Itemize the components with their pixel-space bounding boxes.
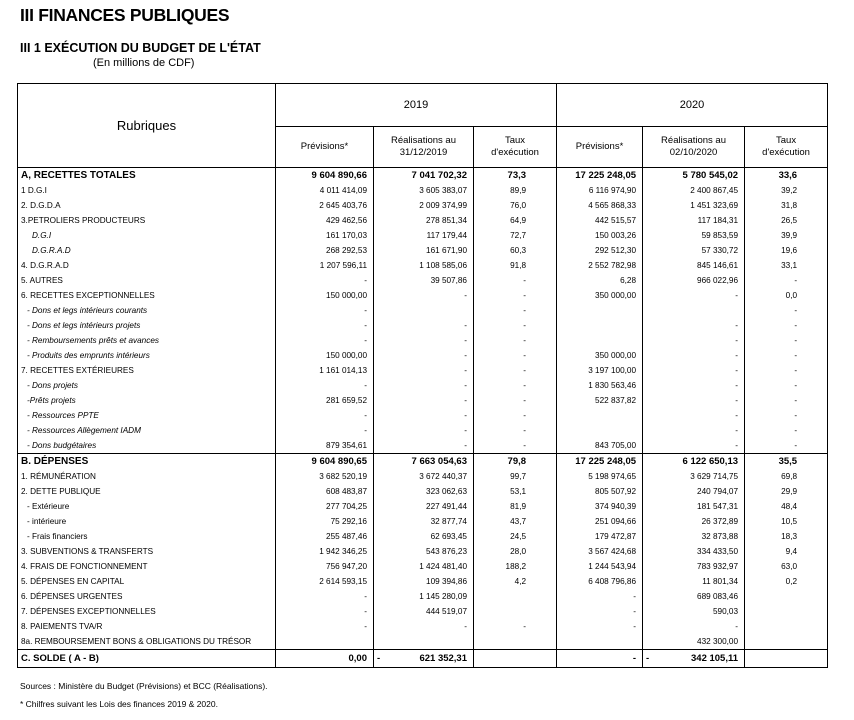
cell-realisations-2020: 432 300,00 (643, 634, 745, 650)
cell-previsions-2019: 2 645 403,76 (276, 198, 374, 213)
unit-note: (En millions de CDF) (93, 57, 195, 69)
row-label: 2. DETTE PUBLIQUE (18, 484, 276, 499)
section-title: III FINANCES PUBLIQUES (20, 5, 230, 25)
cell-realisations-2020 (643, 303, 745, 318)
cell-realisations-2019: 7 663 054,63 (374, 454, 474, 470)
cell-previsions-2020: 3 567 424,68 (557, 544, 643, 559)
cell-previsions-2020: 6 408 796,86 (557, 574, 643, 589)
table-row (18, 198, 828, 213)
row-label: - Dons et legs intérieurs courants (18, 303, 276, 318)
row-label: 7. DÉPENSES EXCEPTIONNELLES (18, 604, 276, 619)
cell-taux-2019 (474, 650, 557, 668)
cell-realisations-2019: - (374, 363, 474, 378)
cell-previsions-2020: 350 000,00 (557, 288, 643, 303)
row-label: C. SOLDE ( A - B) (18, 650, 276, 668)
cell-taux-2020: 29,9 (745, 484, 828, 499)
cell-taux-2020: 0,0 (745, 288, 828, 303)
cell-realisations-2019: - (374, 288, 474, 303)
cell-realisations-2019: - (374, 348, 474, 363)
row-label: 5. AUTRES (18, 273, 276, 288)
cell-taux-2019: 81,9 (474, 499, 557, 514)
cell-taux-2019: 60,3 (474, 243, 557, 258)
cell-realisations-2019: 7 041 702,32 (374, 168, 474, 184)
cell-previsions-2020: - (557, 619, 643, 634)
cell-realisations-2019: - (374, 438, 474, 454)
row-label: 3. SUBVENTIONS & TRANSFERTS (18, 544, 276, 559)
header-year-2020: 2020 (557, 84, 828, 127)
cell-taux-2019 (474, 634, 557, 650)
cell-taux-2020: - (745, 303, 828, 318)
cell-realisations-2019: - (374, 423, 474, 438)
table-row (18, 559, 828, 574)
header-taux-2019: Taux d'exécution (474, 127, 557, 168)
cell-realisations-2019: 1 145 280,09 (374, 589, 474, 604)
cell-previsions-2020: 6,28 (557, 273, 643, 288)
cell-previsions-2020: 350 000,00 (557, 348, 643, 363)
cell-realisations-2020: 26 372,89 (643, 514, 745, 529)
table-row (18, 303, 828, 318)
row-label: 5. DÉPENSES EN CAPITAL (18, 574, 276, 589)
cell-taux-2020: 35,5 (745, 454, 828, 470)
cell-realisations-2019: 62 693,45 (374, 529, 474, 544)
cell-previsions-2019: 756 947,20 (276, 559, 374, 574)
row-label: - Dons et legs intérieurs projets (18, 318, 276, 333)
table-row (18, 604, 828, 619)
cell-realisations-2020: 59 853,59 (643, 228, 745, 243)
cell-realisations-2020: - (643, 288, 745, 303)
cell-previsions-2019: - (276, 273, 374, 288)
cell-previsions-2019: 268 292,53 (276, 243, 374, 258)
row-label: 1. RÉMUNÉRATION (18, 469, 276, 484)
cell-taux-2020 (745, 589, 828, 604)
cell-taux-2019 (474, 589, 557, 604)
cell-realisations-2020: - (643, 423, 745, 438)
table-body (18, 168, 828, 650)
cell-taux-2019: 64,9 (474, 213, 557, 228)
cell-realisations-2020: - (643, 363, 745, 378)
cell-realisations-2020: 845 146,61 (643, 258, 745, 273)
cell-taux-2020: - (745, 378, 828, 393)
cell-taux-2019: 188,2 (474, 559, 557, 574)
row-label: - Remboursements prêts et avances (18, 333, 276, 348)
cell-taux-2019: - (474, 348, 557, 363)
cell-previsions-2019: 2 614 593,15 (276, 574, 374, 589)
cell-previsions-2020: 6 116 974,90 (557, 183, 643, 198)
cell-taux-2020: 0,2 (745, 574, 828, 589)
cell-taux-2020 (745, 650, 828, 668)
table-row (18, 168, 828, 184)
cell-previsions-2019: - (276, 604, 374, 619)
row-label: - Extérieure (18, 499, 276, 514)
row-label: 8. PAIEMENTS TVA/R (18, 619, 276, 634)
cell-taux-2019 (474, 604, 557, 619)
cell-taux-2019: - (474, 333, 557, 348)
cell-previsions-2019: 75 292,16 (276, 514, 374, 529)
table-row (18, 348, 828, 363)
cell-taux-2019: - (474, 378, 557, 393)
row-label: A, RECETTES TOTALES (18, 168, 276, 184)
cell-realisations-2019: 1 108 585,06 (374, 258, 474, 273)
cell-realisations-2019: 109 394,86 (374, 574, 474, 589)
cell-previsions-2019: - (276, 333, 374, 348)
row-label: - Ressources Allègement IADM (18, 423, 276, 438)
cell-taux-2020: 39,9 (745, 228, 828, 243)
table-row (18, 544, 828, 559)
cell-realisations-2020: 334 433,50 (643, 544, 745, 559)
table-row (18, 258, 828, 273)
table-row (18, 438, 828, 454)
cell-taux-2019: - (474, 273, 557, 288)
cell-previsions-2020 (557, 318, 643, 333)
cell-previsions-2020: 843 705,00 (557, 438, 643, 454)
row-label: D.G.R.A.D (18, 243, 276, 258)
cell-taux-2020: 19,6 (745, 243, 828, 258)
cell-previsions-2020: 374 940,39 (557, 499, 643, 514)
table-row (18, 378, 828, 393)
table-row (18, 529, 828, 544)
cell-taux-2019: - (474, 288, 557, 303)
row-label: - Produits des emprunts intérieurs (18, 348, 276, 363)
cell-realisations-2019: 2 009 374,99 (374, 198, 474, 213)
cell-previsions-2020: 150 003,26 (557, 228, 643, 243)
cell-previsions-2019: 281 659,52 (276, 393, 374, 408)
cell-realisations-2020: 57 330,72 (643, 243, 745, 258)
table-row (18, 484, 828, 499)
cell-taux-2019: 24,5 (474, 529, 557, 544)
cell-previsions-2019: 9 604 890,65 (276, 454, 374, 470)
cell-previsions-2019: - (276, 378, 374, 393)
cell-previsions-2019: - (276, 589, 374, 604)
cell-realisations-2019: - (374, 393, 474, 408)
cell-taux-2020: 31,8 (745, 198, 828, 213)
cell-taux-2019: - (474, 303, 557, 318)
cell-taux-2020 (745, 619, 828, 634)
table-row (18, 393, 828, 408)
row-label: 2. D.G.D.A (18, 198, 276, 213)
cell-taux-2019: - (474, 408, 557, 423)
cell-taux-2019: - (474, 619, 557, 634)
cell-previsions-2020: 442 515,57 (557, 213, 643, 228)
cell-realisations-2019: 227 491,44 (374, 499, 474, 514)
cell-realisations-2019: 278 851,34 (374, 213, 474, 228)
cell-taux-2019: - (474, 363, 557, 378)
table-row (18, 499, 828, 514)
cell-taux-2019: 76,0 (474, 198, 557, 213)
cell-previsions-2020: 5 198 974,65 (557, 469, 643, 484)
cell-previsions-2019: 1 161 014,13 (276, 363, 374, 378)
cell-taux-2019: 53,1 (474, 484, 557, 499)
cell-taux-2020: - (745, 363, 828, 378)
cell-realisations-2020: - (643, 619, 745, 634)
cell-realisations-2020: - (643, 378, 745, 393)
cell-previsions-2019: 255 487,46 (276, 529, 374, 544)
cell-taux-2019: - (474, 393, 557, 408)
row-label: 1 D.G.I (18, 183, 276, 198)
row-label: - Frais financiers (18, 529, 276, 544)
cell-previsions-2019: 277 704,25 (276, 499, 374, 514)
cell-previsions-2019: - (276, 619, 374, 634)
cell-previsions-2020: 1 830 563,46 (557, 378, 643, 393)
asterisk-note: * Chilfres suivant les Lois des finances 2019 & 2020. (20, 699, 218, 709)
cell-previsions-2020: - (557, 589, 643, 604)
cell-previsions-2019: 161 170,03 (276, 228, 374, 243)
header-rubriques: Rubriques (18, 84, 276, 168)
table-row (18, 423, 828, 438)
cell-realisations-2019: 1 424 481,40 (374, 559, 474, 574)
table-row (18, 333, 828, 348)
cell-taux-2019: 73,3 (474, 168, 557, 184)
cell-previsions-2019: 9 604 890,66 (276, 168, 374, 184)
header-taux-2020: Taux d'exécution (745, 127, 828, 168)
cell-taux-2020: 39,2 (745, 183, 828, 198)
cell-previsions-2020 (557, 423, 643, 438)
table-row (18, 634, 828, 650)
cell-realisations-2020: - (643, 348, 745, 363)
row-label: - intérieure (18, 514, 276, 529)
cell-taux-2020: 18,3 (745, 529, 828, 544)
sources-note: Sources : Ministère du Budget (Prévisions) et BCC (Réalisations). (20, 681, 268, 691)
cell-realisations-2020: 3 629 714,75 (643, 469, 745, 484)
cell-previsions-2020: 179 472,87 (557, 529, 643, 544)
table-row (18, 619, 828, 634)
cell-realisations-2019: 161 671,90 (374, 243, 474, 258)
cell-realisations-2020: 590,03 (643, 604, 745, 619)
table-row (18, 228, 828, 243)
cell-taux-2019: - (474, 438, 557, 454)
cell-previsions-2020: - (557, 604, 643, 619)
cell-realisations-2020: 5 780 545,02 (643, 168, 745, 184)
cell-realisations-2019: 32 877,74 (374, 514, 474, 529)
cell-realisations-2020: - (643, 408, 745, 423)
row-label: - Dons budgétaires (18, 438, 276, 454)
cell-realisations-2019: - (374, 378, 474, 393)
table-row (18, 213, 828, 228)
table-row (18, 454, 828, 470)
cell-taux-2020: - (745, 333, 828, 348)
row-label: B. DÉPENSES (18, 454, 276, 470)
table-row (18, 363, 828, 378)
cell-realisations-2020: - (643, 333, 745, 348)
cell-taux-2019: 72,7 (474, 228, 557, 243)
cell-previsions-2019: 429 462,56 (276, 213, 374, 228)
table-row (18, 514, 828, 529)
cell-taux-2020: 33,6 (745, 168, 828, 184)
cell-previsions-2019: 3 682 520,19 (276, 469, 374, 484)
row-label: -Prêts projets (18, 393, 276, 408)
table-row (18, 589, 828, 604)
cell-taux-2020: 48,4 (745, 499, 828, 514)
cell-taux-2020: 33,1 (745, 258, 828, 273)
cell-taux-2019: 89,9 (474, 183, 557, 198)
cell-taux-2020: 26,5 (745, 213, 828, 228)
cell-taux-2020 (745, 634, 828, 650)
cell-realisations-2019: - (374, 333, 474, 348)
cell-previsions-2020: 17 225 248,05 (557, 454, 643, 470)
table-row (18, 288, 828, 303)
header-previsions-2020: Prévisions* (557, 127, 643, 168)
cell-realisations-2019: 3 605 383,07 (374, 183, 474, 198)
cell-realisations-2020: - (643, 393, 745, 408)
cell-taux-2020: - (745, 348, 828, 363)
cell-realisations-2019: 543 876,23 (374, 544, 474, 559)
cell-previsions-2019: 0,00 (276, 650, 374, 668)
cell-previsions-2019: 1 207 596,11 (276, 258, 374, 273)
cell-realisations-2020: 32 873,88 (643, 529, 745, 544)
cell-realisations-2020: 181 547,31 (643, 499, 745, 514)
cell-previsions-2019: 879 354,61 (276, 438, 374, 454)
cell-taux-2019: 28,0 (474, 544, 557, 559)
cell-taux-2020: - (745, 318, 828, 333)
cell-realisations-2019: - (374, 318, 474, 333)
cell-realisations-2019: 39 507,86 (374, 273, 474, 288)
cell-realisations-2020: 6 122 650,13 (643, 454, 745, 470)
cell-taux-2019: - (474, 318, 557, 333)
cell-taux-2019: 4,2 (474, 574, 557, 589)
row-label: 8a. REMBOURSEMENT BONS & OBLIGATIONS DU TRÉSOR (18, 634, 276, 650)
cell-taux-2020: - (745, 423, 828, 438)
cell-taux-2019: 79,8 (474, 454, 557, 470)
cell-previsions-2020 (557, 333, 643, 348)
table-row (18, 273, 828, 288)
cell-previsions-2020: 2 552 782,98 (557, 258, 643, 273)
cell-previsions-2020 (557, 303, 643, 318)
cell-previsions-2020 (557, 634, 643, 650)
cell-previsions-2019: - (276, 423, 374, 438)
cell-taux-2019: 99,7 (474, 469, 557, 484)
cell-previsions-2020: 4 565 868,33 (557, 198, 643, 213)
cell-realisations-2020: - (643, 438, 745, 454)
cell-taux-2019: - (474, 423, 557, 438)
cell-previsions-2020: 292 512,30 (557, 243, 643, 258)
cell-realisations-2019: - (374, 619, 474, 634)
cell-previsions-2020: - (557, 650, 643, 668)
cell-realisations-2019: 323 062,63 (374, 484, 474, 499)
cell-previsions-2020: 251 094,66 (557, 514, 643, 529)
cell-previsions-2019: 1 942 346,25 (276, 544, 374, 559)
row-label: - Ressources PPTE (18, 408, 276, 423)
cell-taux-2020: - (745, 393, 828, 408)
header-previsions-2019: Prévisions* (276, 127, 374, 168)
cell-taux-2020: - (745, 438, 828, 454)
cell-previsions-2020: 1 244 543,94 (557, 559, 643, 574)
budget-table (17, 83, 828, 668)
cell-previsions-2019: 150 000,00 (276, 348, 374, 363)
cell-taux-2020 (745, 604, 828, 619)
cell-realisations-2020: 11 801,34 (643, 574, 745, 589)
cell-previsions-2019: 150 000,00 (276, 288, 374, 303)
cell-previsions-2020 (557, 408, 643, 423)
cell-realisations-2019: 3 672 440,37 (374, 469, 474, 484)
cell-taux-2020: 9,4 (745, 544, 828, 559)
cell-taux-2020: 10,5 (745, 514, 828, 529)
table-row-solde (18, 650, 828, 668)
cell-previsions-2019: 4 011 414,09 (276, 183, 374, 198)
cell-realisations-2020: 689 083,46 (643, 589, 745, 604)
row-label: 4. D.G.R.A.D (18, 258, 276, 273)
table-title: III 1 EXÉCUTION DU BUDGET DE L'ÉTAT (20, 41, 261, 55)
cell-previsions-2019: - (276, 408, 374, 423)
cell-realisations-2019 (374, 634, 474, 650)
cell-previsions-2019: - (276, 318, 374, 333)
cell-realisations-2020: 966 022,96 (643, 273, 745, 288)
table-row (18, 574, 828, 589)
cell-previsions-2020: 522 837,82 (557, 393, 643, 408)
cell-realisations-2020: 2 400 867,45 (643, 183, 745, 198)
row-label: - Dons projets (18, 378, 276, 393)
cell-realisations-2019: 444 519,07 (374, 604, 474, 619)
cell-taux-2020: 63,0 (745, 559, 828, 574)
cell-realisations-2019: - (374, 408, 474, 423)
cell-previsions-2019: - (276, 303, 374, 318)
cell-realisations-2020: 783 932,97 (643, 559, 745, 574)
cell-realisations-2019: - 621 352,31 (374, 650, 474, 668)
row-label: 7. RECETTES EXTÉRIEURES (18, 363, 276, 378)
header-realisations-2020: Réalisations au 02/10/2020 (643, 127, 745, 168)
cell-realisations-2020: - (643, 318, 745, 333)
cell-realisations-2020: - 342 105,11 (643, 650, 745, 668)
header-realisations-2019: Réalisations au 31/12/2019 (374, 127, 474, 168)
cell-realisations-2019: 117 179,44 (374, 228, 474, 243)
row-label: 6. DÉPENSES URGENTES (18, 589, 276, 604)
cell-previsions-2019: 608 483,87 (276, 484, 374, 499)
cell-realisations-2020: 240 794,07 (643, 484, 745, 499)
cell-taux-2020: - (745, 408, 828, 423)
cell-realisations-2020: 117 184,31 (643, 213, 745, 228)
table-row (18, 469, 828, 484)
cell-previsions-2020: 805 507,92 (557, 484, 643, 499)
header-year-2019: 2019 (276, 84, 557, 127)
row-label: 4. FRAIS DE FONCTIONNEMENT (18, 559, 276, 574)
table-row (18, 408, 828, 423)
cell-taux-2019: 43,7 (474, 514, 557, 529)
table-row (18, 243, 828, 258)
table-row (18, 318, 828, 333)
row-label: 3.PETROLIERS PRODUCTEURS (18, 213, 276, 228)
cell-previsions-2019 (276, 634, 374, 650)
cell-realisations-2019 (374, 303, 474, 318)
cell-realisations-2020: 1 451 323,69 (643, 198, 745, 213)
cell-taux-2019: 91,8 (474, 258, 557, 273)
row-label: 6. RECETTES EXCEPTIONNELLES (18, 288, 276, 303)
cell-taux-2020: 69,8 (745, 469, 828, 484)
cell-previsions-2020: 17 225 248,05 (557, 168, 643, 184)
table-row (18, 183, 828, 198)
cell-taux-2020: - (745, 273, 828, 288)
cell-previsions-2020: 3 197 100,00 (557, 363, 643, 378)
row-label: D.G.I (18, 228, 276, 243)
